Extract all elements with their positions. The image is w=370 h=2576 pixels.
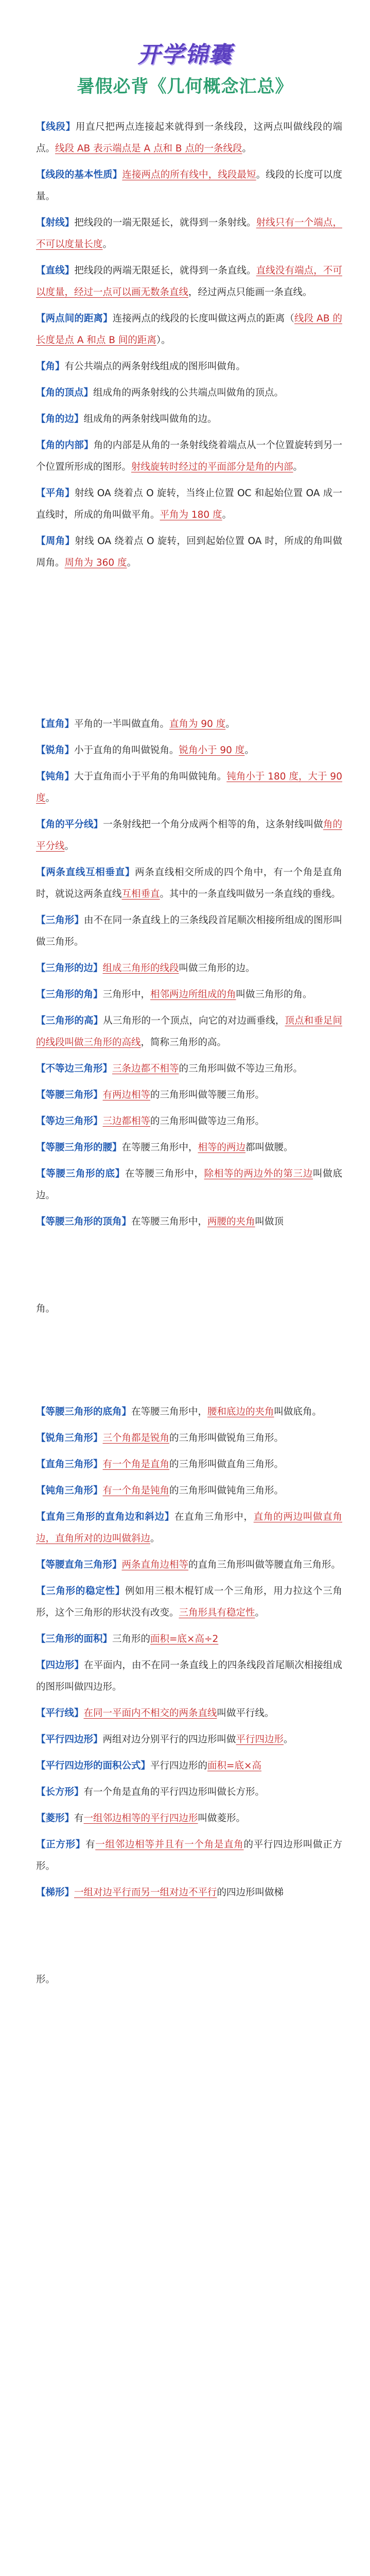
- definition-text: 有一个角是直角的平行四边形叫做长方形。: [83, 1787, 265, 1798]
- definition-text: 叫做菱形。: [198, 1813, 246, 1824]
- definition-text: 由不在同一条直线上的三条线段首尾顺次相接所组成的图形叫做三角形。: [36, 915, 342, 947]
- key-point-text: 互相垂直: [121, 889, 160, 900]
- definition-text: 。: [127, 557, 137, 568]
- definition-text: 。: [64, 841, 75, 852]
- term-label: 【平行四边形的面积公式】: [36, 1760, 151, 1771]
- term-label: 【三角形的角】: [36, 989, 103, 1000]
- key-point-text: 有一个角是钝角: [102, 1485, 170, 1496]
- definitions-group-triangles-quadrilaterals: [36, 1401, 342, 1991]
- term-label: 【等腰三角形的腰】: [36, 1142, 122, 1153]
- definition-text: 用直尺把两点连接起来就得到一条线段，这两点叫做线段的端点。: [36, 122, 342, 154]
- term-label: 【平角】: [36, 488, 75, 499]
- definition-paragraph: [36, 1782, 342, 1803]
- definition-text: 。: [255, 1607, 265, 1618]
- definition-paragraph: [36, 1163, 342, 1207]
- term-label: 【等腰直角三角形】: [36, 1560, 122, 1570]
- definition-paragraph: [36, 435, 342, 478]
- definition-text: 。: [244, 745, 254, 756]
- definition-text: 的三角形叫做直角三角形。: [169, 1459, 284, 1470]
- key-point-text: 一组邻边相等的平行四边形: [83, 1813, 198, 1824]
- definition-paragraph: [36, 1655, 342, 1698]
- key-point-text: 有一个角是直角: [102, 1459, 170, 1470]
- key-point-text: 三角形具有稳定性: [179, 1607, 255, 1618]
- definition-text: 把线段的一端无限延长，就得到一条射线。: [74, 217, 256, 228]
- definition-paragraph: [36, 814, 342, 857]
- key-point-text: 直角为 90 度: [169, 719, 226, 730]
- term-label: 【正方形】: [36, 1839, 86, 1850]
- definition-text: 的三角形叫做钝角三角形。: [169, 1485, 284, 1496]
- term-label: 【角的顶点】: [36, 387, 94, 398]
- definition-text: 射线 OA 绕着点 O 旋转，回到起始位置 OA 时，所成的角叫做周角。: [36, 536, 342, 568]
- definition-text: 例如用三根木棍钉成一个三角形，用力拉这个三角形，这个三角形的形状没有改变。: [36, 1586, 342, 1618]
- definition-text: 组成角的两条射线叫做角的边。: [83, 414, 217, 425]
- key-point-text: 三条边都不相等: [112, 1063, 179, 1074]
- key-point-text: 周角为 360 度: [64, 557, 127, 568]
- definition-paragraph: [36, 116, 342, 160]
- term-label: 【三角形的边】: [36, 963, 103, 974]
- term-label: 【长方形】: [36, 1787, 84, 1798]
- definition-text: 。: [293, 462, 303, 472]
- definition-paragraph: [36, 1629, 342, 1650]
- key-point-text: 两腰的夹角: [207, 1216, 255, 1227]
- term-label: 【线段】: [36, 122, 76, 132]
- definition-paragraph: [36, 1581, 342, 1624]
- key-point-text: 直线没有端点，不可以度量，经过一点可以画无数条直线: [36, 265, 342, 298]
- term-label: 【等腰三角形】: [36, 1090, 103, 1100]
- term-label: 【等腰三角形的底角】: [36, 1406, 132, 1417]
- definition-paragraph: [36, 1703, 342, 1724]
- key-point-text: 平行四边形: [236, 1734, 284, 1745]
- definition-paragraph: [36, 1401, 342, 1423]
- definition-text: 三角形的: [112, 1634, 151, 1645]
- definition-text: 有: [74, 1813, 84, 1824]
- definition-paragraph: [36, 308, 342, 351]
- definition-text: 的四边形叫做梯: [217, 1887, 284, 1898]
- key-point-text: 一组邻边相等并且有一个角是直角: [95, 1839, 244, 1850]
- key-point-text: 在同一平面内不相交的两条直线: [83, 1708, 217, 1719]
- term-label: 【菱形】: [36, 1813, 75, 1824]
- key-point-text: 相邻两边所组成的角: [150, 989, 236, 1000]
- definition-text: 。: [242, 143, 252, 154]
- definition-paragraph: [36, 260, 342, 303]
- definition-paragraph: [36, 409, 342, 430]
- definition-paragraph: [36, 1480, 342, 1502]
- key-point-text: 钝角小于 180 度，大于 90 度: [36, 771, 342, 804]
- definition-text: 。: [150, 1533, 160, 1544]
- term-label: 【钝角】: [36, 771, 75, 782]
- definition-text: 叫做底边。: [36, 1168, 342, 1201]
- key-point-text: 直角的两边叫做直角边，直角所对的边叫做斜边: [36, 1512, 342, 1544]
- term-label: 【直角三角形的直角边和斜边】: [36, 1512, 175, 1522]
- definition-paragraph: [36, 164, 342, 208]
- key-point-text: 腰和底边的夹角: [207, 1406, 274, 1417]
- key-point-text: 线段 AB 表示端点是 A 点和 B 点的一条线段: [55, 143, 242, 154]
- definition-paragraph: [36, 958, 342, 979]
- definitions-group-lines-angles: [36, 116, 342, 579]
- definition-paragraph: [36, 910, 342, 953]
- term-label: 【平行四边形】: [36, 1734, 103, 1745]
- definition-text: 大于直角而小于平角的角叫做钝角。: [74, 771, 227, 782]
- term-label: 【等腰三角形的顶角】: [36, 1216, 132, 1227]
- definition-text: 的三角形叫做等边三角形。: [150, 1116, 265, 1127]
- definition-text: 。: [222, 510, 232, 520]
- definition-text: 的三角形叫做等腰三角形。: [150, 1090, 265, 1100]
- term-label: 【线段的基本性质】: [36, 170, 122, 180]
- definition-paragraph: [36, 1111, 342, 1132]
- key-point-text: 面积=底×高÷2: [150, 1634, 219, 1645]
- definition-text: 的平行四边形叫做正方形。: [36, 1839, 342, 1872]
- definition-text: 在等腰三角形中，: [131, 1406, 208, 1417]
- definition-text: 叫做三角形的角。: [236, 989, 312, 1000]
- continued-text: 角。: [36, 1303, 56, 1314]
- definition-paragraph: [36, 1729, 342, 1751]
- definition-text: 两条直线相交所成的四个角中，有一个角是直角时，就说这两条直线: [36, 867, 342, 900]
- term-label: 【射线】: [36, 217, 75, 228]
- definition-text: 都叫做腰。: [245, 1142, 293, 1153]
- key-point-text: 射线只有一个端点，不可以度量长度: [36, 217, 342, 250]
- term-label: 【三角形的稳定性】: [36, 1586, 125, 1597]
- definition-text: 叫做底角。: [274, 1406, 322, 1417]
- term-label: 【直角】: [36, 719, 75, 730]
- key-point-text: 除相等的两边外的第三边: [204, 1168, 313, 1179]
- definition-text: 的三角形叫做不等边三角形。: [179, 1063, 303, 1074]
- definition-paragraph: [36, 1010, 342, 1054]
- term-label: 【周角】: [36, 536, 75, 547]
- term-label: 【两点间的距离】: [36, 313, 113, 324]
- definition-text: ，经过两点只能画一条直线。: [188, 287, 312, 298]
- page-title: 开学锦囊: [137, 42, 233, 68]
- definition-text: 。线段的长度可以度量。: [36, 170, 342, 202]
- term-label: 【三角形】: [36, 915, 84, 926]
- definition-text: 。: [225, 719, 235, 730]
- definition-text: 组成角的两条射线的公共端点叫做角的顶点。: [93, 387, 284, 398]
- definitions-group-angles-triangles: [36, 714, 342, 1320]
- definition-text: 有: [85, 1839, 96, 1850]
- definition-paragraph: [36, 1882, 342, 1904]
- definition-text: 在直角三角形中，: [174, 1512, 254, 1522]
- definition-text: 小于直角的角叫做锐角。: [74, 745, 179, 756]
- term-label: 【三角形的高】: [36, 1015, 103, 1026]
- definition-paragraph: [36, 862, 342, 905]
- term-label: 【锐角三角形】: [36, 1433, 103, 1444]
- definition-paragraph: [36, 1454, 342, 1476]
- definition-paragraph: [36, 212, 342, 256]
- definition-text: 三角形中，: [102, 989, 151, 1000]
- term-label: 【角】: [36, 361, 65, 372]
- definition-text: 在等腰三角形中，: [121, 1142, 198, 1153]
- definition-text: 在等腰三角形中，: [125, 1168, 204, 1179]
- definition-text: 射线 OA 绕着点 O 旋转，当终止位置 OC 和起始位置 OA 成一直线时，所成的角叫做平角。: [36, 488, 342, 520]
- page-subtitle: 暑假必背《几何概念汇总》: [77, 76, 293, 97]
- key-point-text: 线段 AB 的长度是点 A 和点 B 间的距离: [36, 313, 342, 346]
- key-point-text: 两条直角边相等: [121, 1560, 189, 1570]
- term-label: 【等腰三角形的底】: [36, 1168, 125, 1179]
- definition-paragraph: [36, 1137, 342, 1159]
- definition-text: 叫做三角形的边。: [179, 963, 255, 974]
- definition-text: 从三角形的一个顶点，向它的对边画垂线，: [103, 1015, 285, 1026]
- key-point-text: 有两边相等: [102, 1090, 151, 1100]
- definition-paragraph: [36, 1084, 342, 1106]
- definition-paragraph: [36, 984, 342, 1006]
- definition-paragraph: [36, 1506, 342, 1550]
- definition-text: 把线段的两端无限延长，就得到一条直线。: [74, 265, 256, 276]
- definition-text: 平角的一半叫做直角。: [74, 719, 170, 730]
- definition-paragraph: [36, 382, 342, 404]
- definition-text: 一条射线把一个角分成两个相等的角，这条射线叫做: [103, 819, 323, 830]
- key-point-text: 三边都相等: [102, 1116, 151, 1127]
- key-point-text: 连接两点的所有线中，线段最短: [122, 170, 256, 180]
- term-label: 【直线】: [36, 265, 75, 276]
- term-label: 【角的平分线】: [36, 819, 103, 830]
- term-label: 【不等边三角形】: [36, 1063, 113, 1074]
- definition-paragraph: [36, 1755, 342, 1777]
- definition-text: 。: [284, 1734, 293, 1745]
- definition-text: 。: [102, 239, 113, 250]
- term-label: 【四边形】: [36, 1660, 84, 1671]
- definition-text: 的直角三角形叫做等腰直角三角形。: [188, 1560, 341, 1570]
- key-point-text: 组成三角形的线段: [102, 963, 179, 974]
- key-point-text: 面积=底×高: [207, 1760, 262, 1771]
- term-label: 【直角三角形】: [36, 1459, 103, 1470]
- definition-text: ，简称三角形的高。: [140, 1037, 227, 1048]
- definition-text: 连接两点的线段的长度叫做这两点的距离（: [112, 313, 295, 324]
- continued-text: 形。: [36, 1974, 56, 1985]
- definition-text: 有公共端点的两条射线组成的图形叫做角。: [64, 361, 246, 372]
- definition-paragraph: [36, 740, 342, 761]
- key-point-text: 相等的两边: [198, 1142, 246, 1153]
- definition-paragraph: [36, 531, 342, 574]
- definition-text: 平行四边形的: [150, 1760, 208, 1771]
- definition-text: 两组对边分别平行的四边形叫做: [102, 1734, 236, 1745]
- definition-text: 叫做平行线。: [217, 1708, 274, 1719]
- definition-text: ）。: [156, 335, 171, 346]
- term-label: 【两条直线互相垂直】: [36, 867, 135, 878]
- definition-paragraph: [36, 483, 342, 526]
- key-point-text: 锐角小于 90 度: [179, 745, 245, 756]
- definition-paragraph: [36, 1554, 342, 1576]
- term-label: 【钝角三角形】: [36, 1485, 103, 1496]
- key-point-text: 一组对边平行而另一组对边不平行: [74, 1887, 217, 1898]
- key-point-text: 三个角都是锐角: [102, 1433, 170, 1444]
- term-label: 【锐角】: [36, 745, 75, 756]
- term-label: 【角的内部】: [36, 440, 94, 451]
- key-point-text: 平角为 180 度: [160, 510, 222, 520]
- definition-paragraph: [36, 1058, 342, 1080]
- term-label: 【角的边】: [36, 414, 84, 425]
- key-point-text: 顶点和垂足间的线段叫做三角形的高线: [36, 1015, 342, 1048]
- definition-text: 角的内部是从角的一条射线绕着端点从一个位置旋转到另一个位置所形成的图形。: [36, 440, 342, 472]
- definition-paragraph: [36, 714, 342, 735]
- definition-text: 在等腰三角形中，: [131, 1216, 208, 1227]
- definition-text: 。其中的一条直线叫做另一条直线的垂线。: [160, 889, 341, 900]
- term-label: 【平行线】: [36, 1708, 84, 1719]
- definition-text: 叫做顶: [255, 1216, 284, 1227]
- definition-paragraph: [36, 1834, 342, 1877]
- definition-paragraph: [36, 1428, 342, 1449]
- term-label: 【三角形的面积】: [36, 1634, 113, 1645]
- key-point-text: 角的平分线: [36, 819, 342, 852]
- key-point-text: 射线旋转时经过的平面部分是角的内部: [131, 462, 293, 472]
- definition-text: 。: [45, 793, 56, 804]
- term-label: 【等边三角形】: [36, 1116, 103, 1127]
- term-label: 【梯形】: [36, 1887, 75, 1898]
- definition-paragraph: [36, 356, 342, 378]
- definition-paragraph: [36, 1808, 342, 1829]
- definition-text: 的三角形叫做锐角三角形。: [169, 1433, 284, 1444]
- definition-text: 在平面内，由不在同一条直线上的四条线段首尾顺次相接组成的图形叫做四边形。: [36, 1660, 342, 1692]
- definition-paragraph: [36, 766, 342, 809]
- definition-paragraph: [36, 1211, 342, 1233]
